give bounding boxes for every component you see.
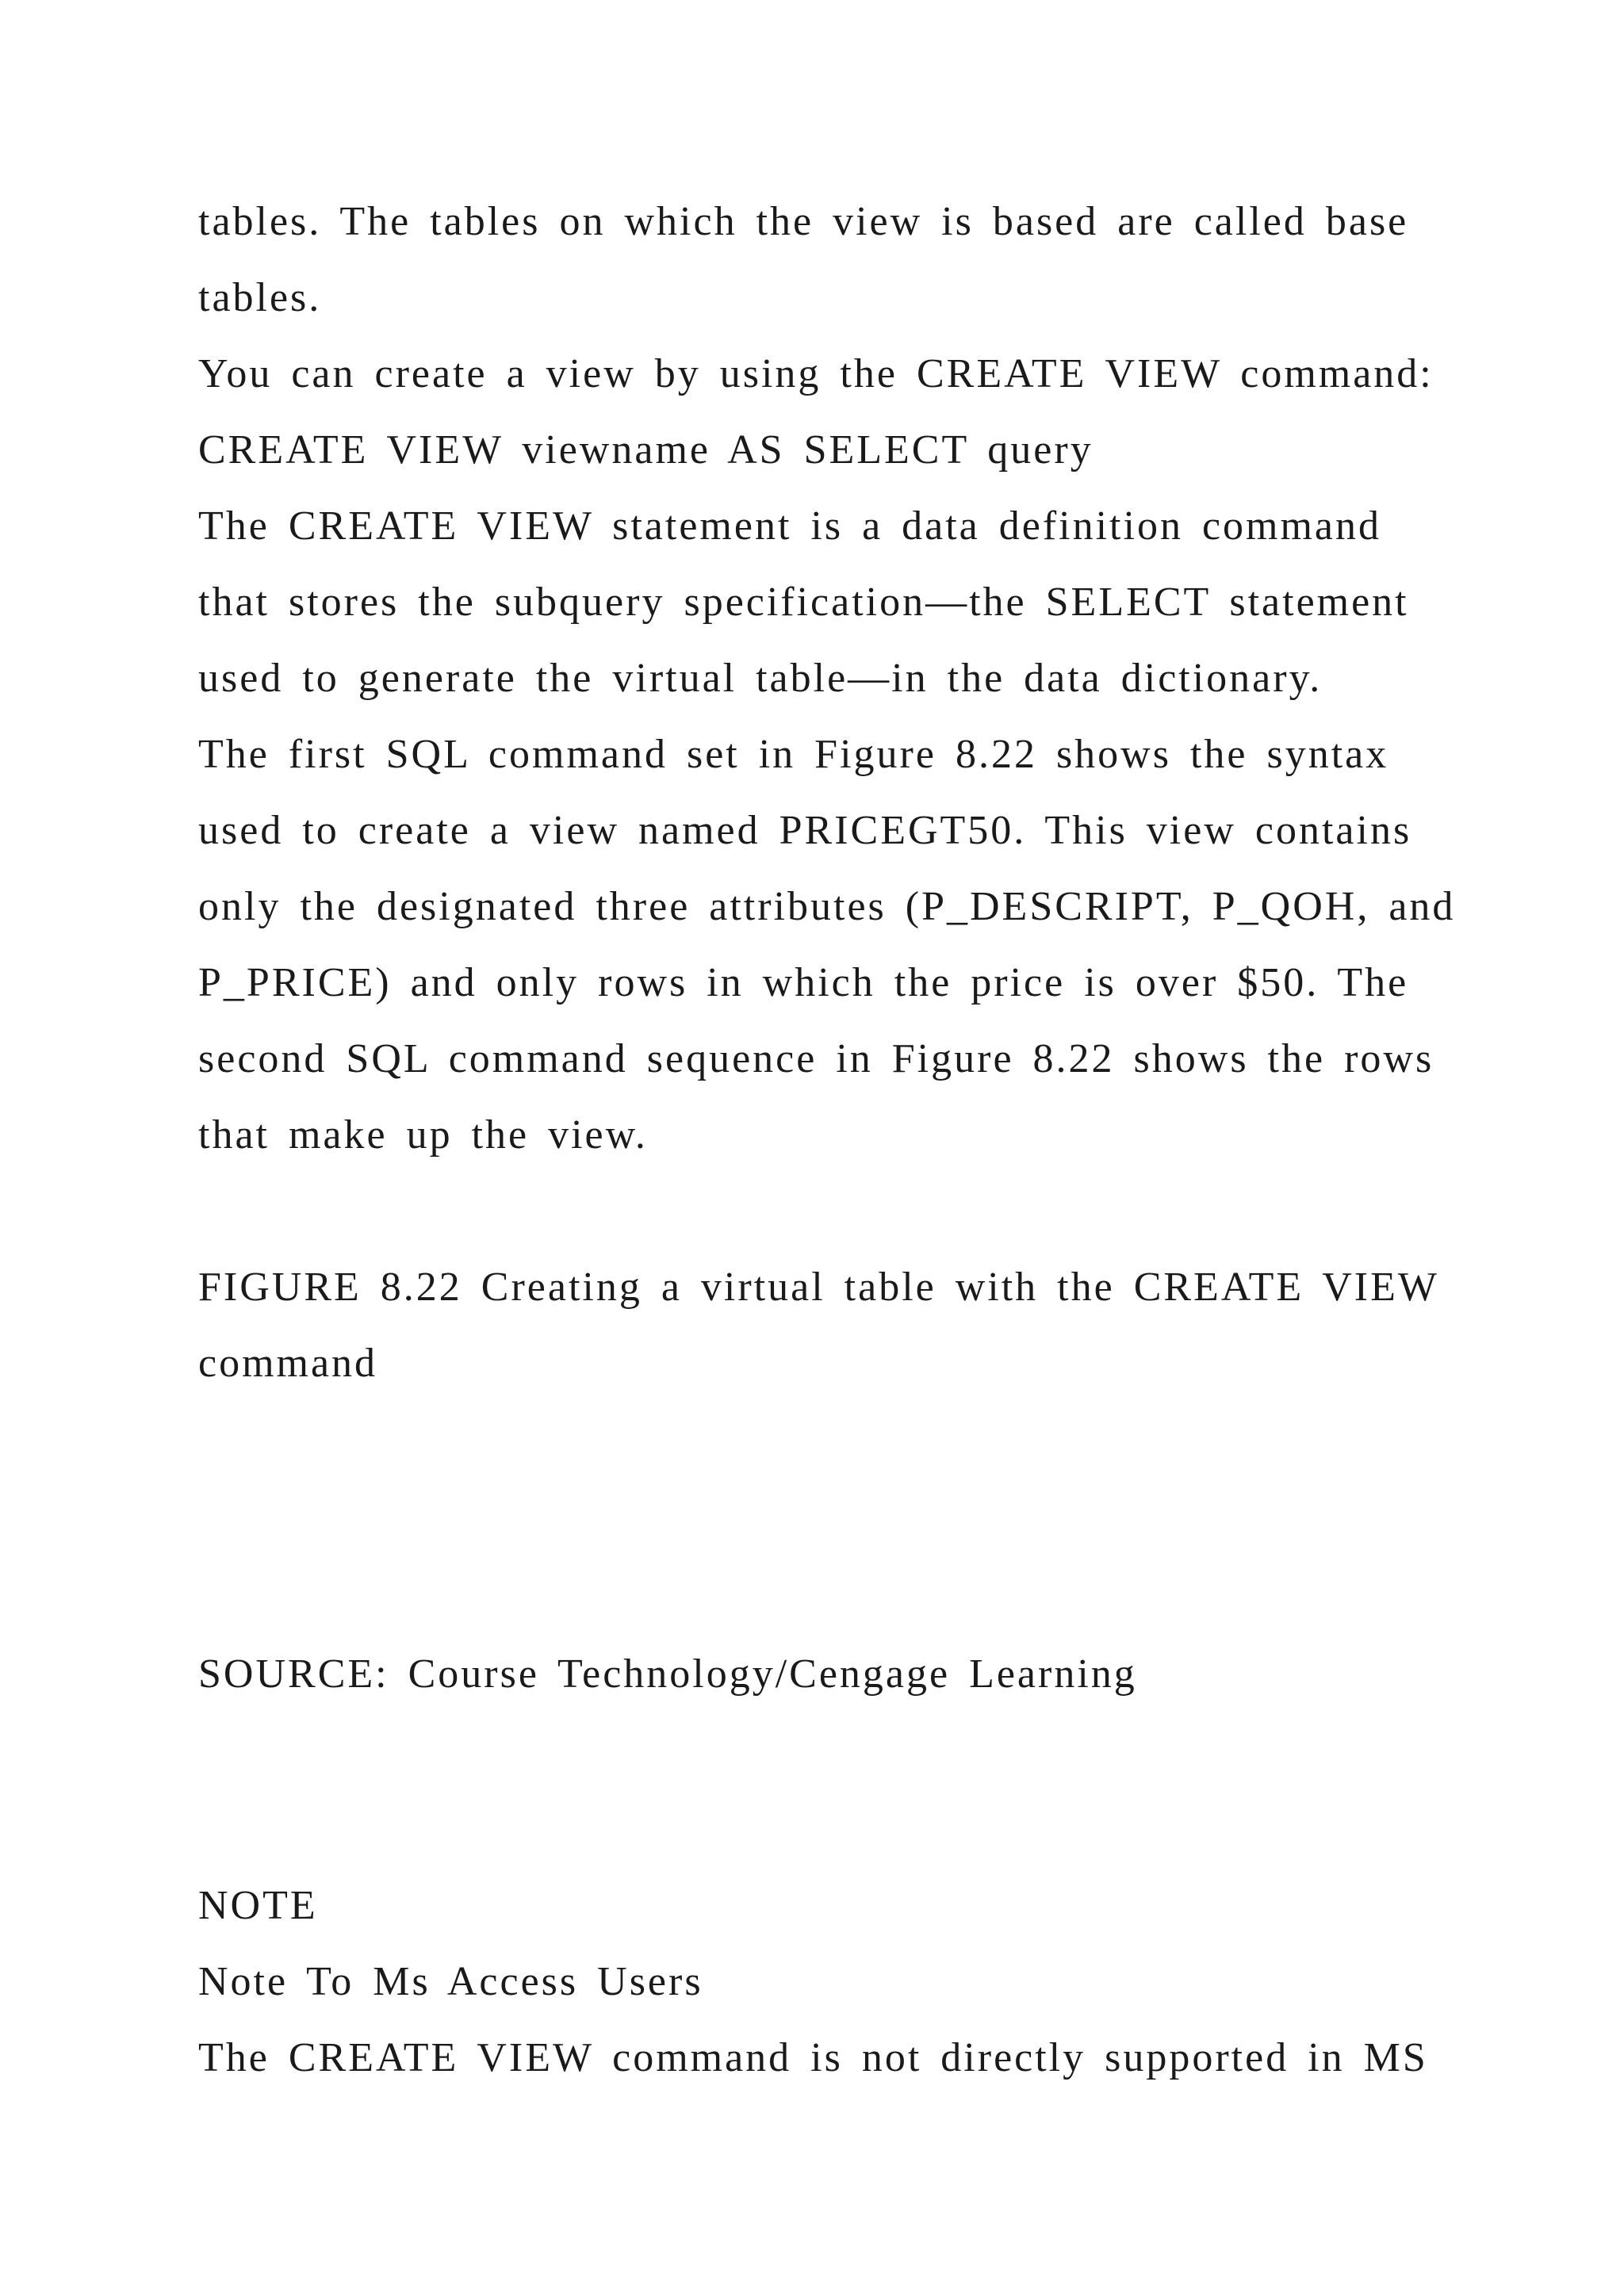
text-line: second SQL command sequence in Figure 8.22 shows the rows — [198, 1036, 1434, 1081]
figure-source: SOURCE: Course Technology/Cengage Learning — [198, 1651, 1137, 1697]
text-line: The first SQL command set in Figure 8.22 shows the syntax — [198, 732, 1389, 777]
note-text: The CREATE VIEW command is not directly supported in MS — [198, 2035, 1428, 2080]
text-line: used to generate the virtual table—in the data dictionary. — [198, 656, 1323, 701]
text-line: that make up the view. — [198, 1112, 648, 1158]
figure-caption: FIGURE 8.22 Creating a virtual table with the CREATE VIEW — [198, 1265, 1439, 1310]
text-line: tables. — [198, 275, 322, 320]
text-line: P_PRICE) and only rows in which the price is over $50. The — [198, 960, 1409, 1005]
sql-syntax-line: CREATE VIEW viewname AS SELECT query — [198, 427, 1094, 473]
note-heading: NOTE — [198, 1883, 318, 1928]
text-line: tables. The tables on which the view is based are called base — [198, 199, 1409, 244]
text-line: The CREATE VIEW statement is a data definition command — [198, 503, 1382, 549]
text-line: only the designated three attributes (P_DESCRIPT, P_QOH, and — [198, 884, 1456, 929]
text-line: used to create a view named PRICEGT50. This view contains — [198, 808, 1412, 853]
note-title: Note To Ms Access Users — [198, 1959, 703, 2004]
text-line: You can create a view by using the CREATE VIEW command: — [198, 351, 1434, 396]
figure-caption: command — [198, 1341, 378, 1386]
text-line: that stores the subquery specification—the SELECT statement — [198, 580, 1409, 625]
